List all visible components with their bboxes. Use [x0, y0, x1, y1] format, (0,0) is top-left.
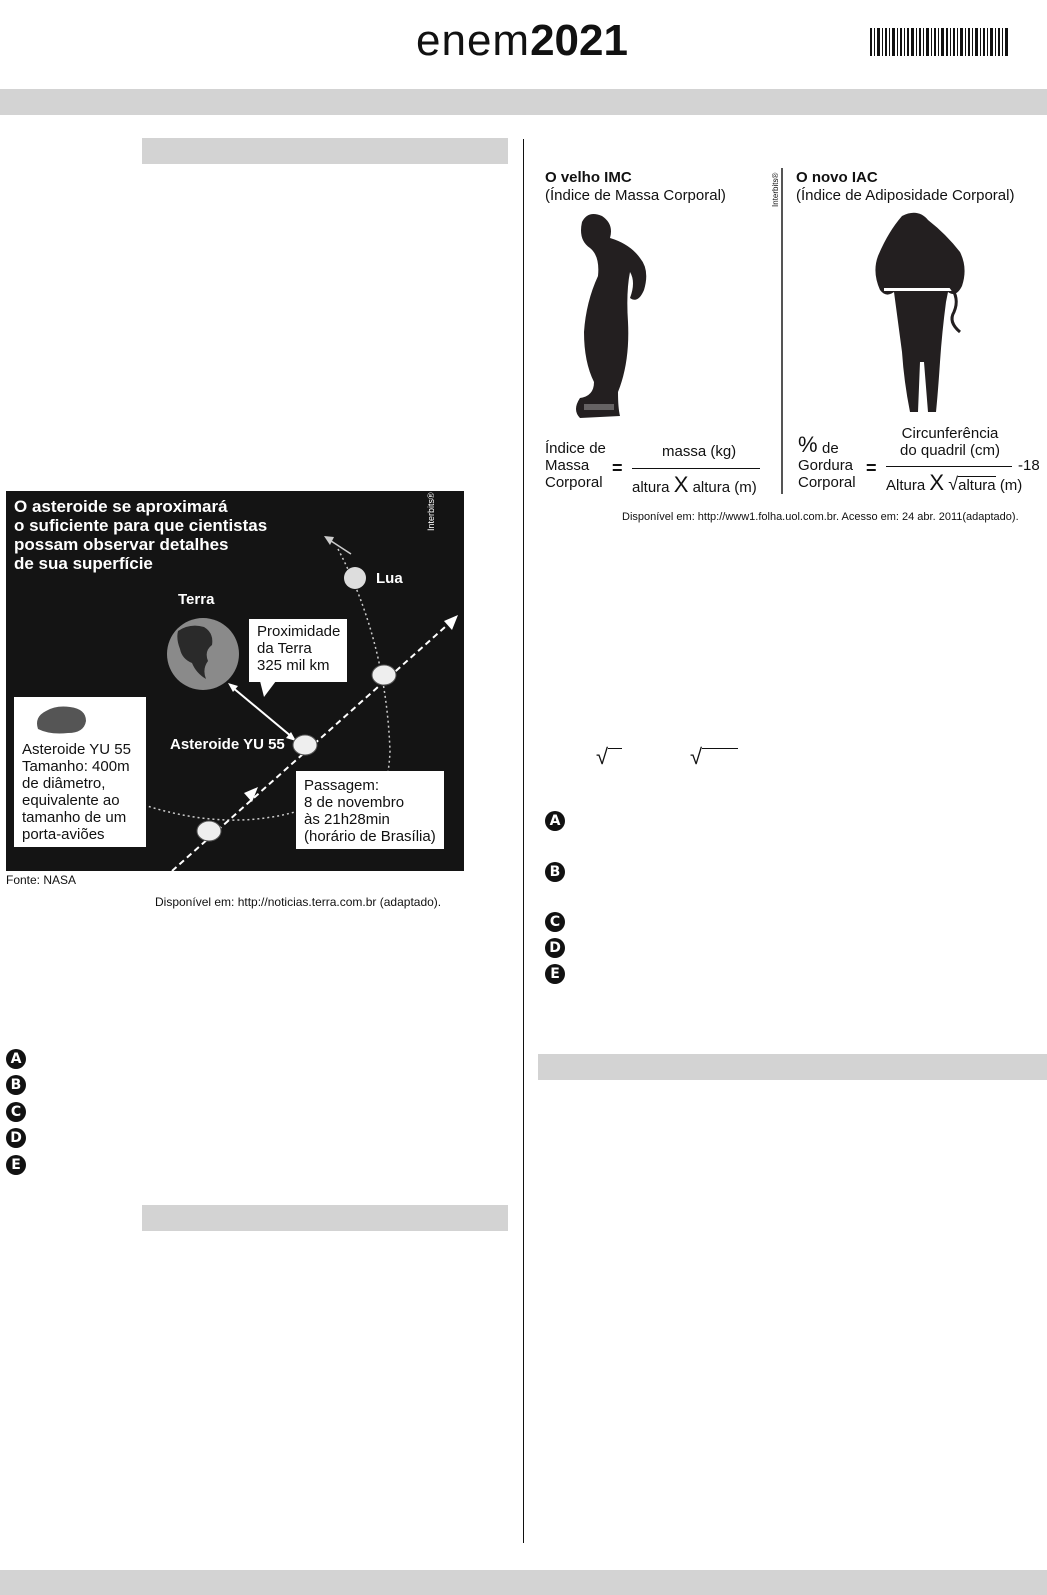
option-c-icon[interactable]: C — [545, 912, 565, 932]
info-line: equivalente ao — [22, 792, 120, 809]
option-a-icon[interactable]: A — [6, 1049, 26, 1069]
sqrt-icon: √ — [690, 744, 738, 770]
iac-numerator-line: Circunferência — [901, 425, 999, 442]
imc-fraction-line — [632, 468, 760, 469]
passage-line: Passagem: — [304, 777, 380, 794]
enem-logo — [416, 14, 628, 68]
proximity-line: 325 mil km — [257, 657, 330, 674]
footer-band — [0, 1570, 1047, 1595]
moon-label: Lua — [376, 570, 403, 587]
option-b-icon[interactable]: B — [6, 1075, 26, 1095]
new-iac-title: O novo IAC — [796, 169, 878, 186]
times-symbol: X — [929, 470, 945, 495]
figure-credit: Interbits® — [426, 492, 436, 531]
moon-icon — [344, 567, 366, 589]
option-d-icon[interactable]: D — [545, 938, 565, 958]
iac-label-line: de — [822, 440, 839, 457]
old-imc-title: O velho IMC — [545, 169, 632, 186]
imc-credit: Interbits® — [771, 172, 780, 207]
asteroid-icon — [293, 735, 317, 755]
asteroid-figure — [6, 491, 464, 871]
option-c-icon[interactable]: C — [6, 1102, 26, 1122]
asteroid-disponivel: Disponível em: http://noticias.terra.com.br (adaptado). — [155, 895, 442, 909]
new-iac-subtitle: (Índice de Adiposidade Corporal) — [796, 187, 1015, 204]
imc-label-line: Corporal — [545, 474, 603, 491]
imc-equals: = — [612, 458, 623, 478]
iac-percent: % — [798, 432, 818, 457]
option-e-icon[interactable]: E — [6, 1155, 26, 1175]
iac-numerator — [900, 425, 1000, 459]
iac-label — [798, 440, 856, 491]
path-arrow-icon — [444, 615, 458, 630]
iac-fraction-line — [886, 466, 1012, 467]
asteroid-label: Asteroide YU 55 — [170, 736, 285, 753]
proximity-line: Proximidade — [257, 623, 341, 640]
orbit-arrow-icon — [324, 536, 334, 545]
column-divider — [523, 139, 524, 1543]
imc-denominator — [632, 472, 757, 497]
logo-year-text: 2021 — [530, 16, 628, 65]
iac-equals: = — [866, 458, 877, 478]
passage-box — [296, 771, 444, 849]
sqrt-icon: √ — [948, 474, 959, 494]
old-person-silhouette-icon — [570, 212, 670, 426]
iac-label-line: Gordura — [798, 457, 854, 474]
option-a-icon[interactable]: A — [545, 811, 565, 831]
iac-denominator — [886, 470, 1023, 495]
earth-label: Terra — [178, 591, 215, 608]
info-line: Tamanho: 400m — [22, 758, 130, 775]
passage-line: 8 de novembro — [304, 794, 405, 811]
headline-line: de sua superfície — [14, 554, 153, 573]
iac-den-left: Altura — [886, 477, 926, 494]
headline-line: O asteroide se aproximará — [14, 497, 228, 516]
figure-source: Fonte: NASA — [6, 873, 77, 887]
passage-line: (horário de Brasília) — [304, 828, 436, 845]
imc-disponivel: Disponível em: http://www1.folha.uol.com.br. Acesso em: 24 abr. 2011(adaptado). — [622, 511, 1019, 523]
iac-numerator-line: do quadril (cm) — [900, 442, 1001, 459]
question-header-left-1 — [142, 138, 508, 164]
asteroid-info-box — [14, 697, 146, 847]
barcode-icon — [870, 28, 1008, 56]
imc-divider — [781, 168, 783, 494]
info-line: tamanho de um — [22, 809, 127, 826]
iac-minus: -18 — [1018, 457, 1040, 474]
question-header-right — [538, 1054, 1047, 1080]
logo-light-text: enem — [416, 16, 531, 65]
new-person-silhouette-icon — [866, 212, 976, 432]
question-header-left-2 — [142, 1205, 508, 1231]
proximity-line: da Terra — [257, 640, 312, 657]
iac-den-sqrt: altura — [958, 477, 996, 494]
asteroid-silhouette-icon — [32, 703, 90, 737]
iac-den-unit: (m) — [999, 477, 1023, 494]
option-d-icon[interactable]: D — [6, 1128, 26, 1148]
times-symbol: X — [673, 472, 689, 497]
imc-den-right: altura (m) — [692, 479, 757, 496]
imc-label-line: Índice de — [545, 440, 606, 457]
imc-label-line: Massa — [545, 457, 590, 474]
asteroid-icon — [197, 821, 221, 841]
asteroid-icon — [372, 665, 396, 685]
imc-label — [545, 440, 606, 491]
option-e-icon[interactable]: E — [545, 964, 565, 984]
info-line: Asteroide YU 55 — [22, 741, 131, 758]
proximity-callout — [249, 619, 347, 682]
iac-label-line: Corporal — [798, 474, 856, 491]
imc-numerator: massa (kg) — [662, 443, 737, 460]
option-b-icon[interactable]: B — [545, 862, 565, 882]
sqrt-icon: √ — [596, 744, 622, 770]
headline-line: o suficiente para que cientistas — [14, 516, 268, 535]
headline-line: possam observar detalhes — [14, 535, 229, 554]
passage-line: às 21h28min — [304, 811, 390, 828]
info-line: de diâmetro, — [22, 775, 106, 792]
asteroid-headline — [14, 497, 267, 573]
info-line: porta-aviões — [22, 826, 105, 843]
imc-den-left: altura — [632, 479, 670, 496]
top-band — [0, 89, 1047, 115]
old-imc-subtitle: (Índice de Massa Corporal) — [545, 187, 726, 204]
